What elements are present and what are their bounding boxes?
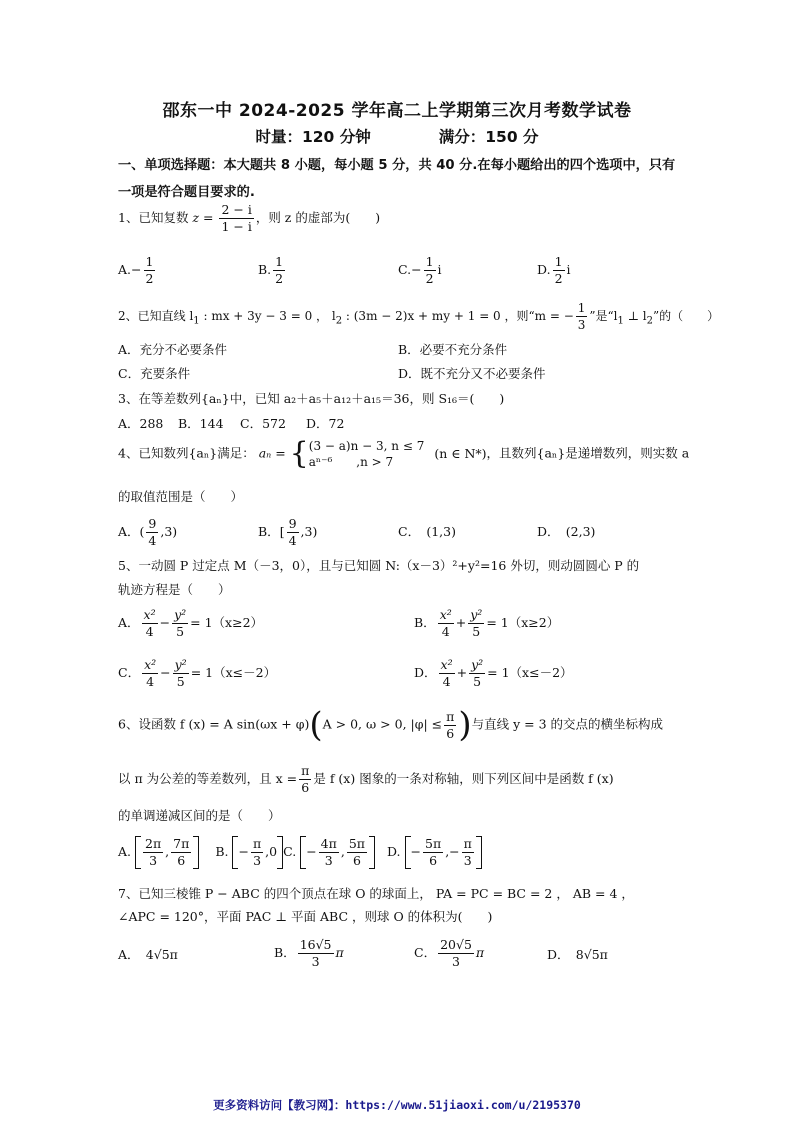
q6-c-n1: 4π (320, 836, 337, 851)
q5-option-d (414, 657, 573, 690)
q7-c-label: C． (414, 945, 437, 960)
q6-c-d2: 6 (352, 853, 361, 868)
question-5-line2: 轨迹方程是（ ） (118, 582, 231, 597)
q6-d-frac2 (462, 836, 474, 869)
q2-text-a: 2、已知直线 l (118, 309, 194, 323)
q1-option-c (398, 254, 442, 287)
q4-text-b: ，且数列{aₙ}是递增数列，则实数 a (486, 445, 690, 461)
q6-cond-den: 6 (446, 725, 455, 741)
q5-d-frac2 (469, 657, 485, 690)
q6-a-comma: , (165, 844, 170, 859)
q2-sub-2: 2 (335, 315, 343, 327)
q1-d-num: 1 (554, 254, 563, 269)
q1-a-num: 1 (145, 254, 154, 269)
q5-b-tail: = 1（x≥2） (486, 615, 560, 630)
q6-a-d2: 6 (177, 853, 186, 868)
q5-d-op: + (456, 665, 468, 680)
q1-d-frac (553, 254, 565, 287)
q5-d-tail: = 1（x≤－2） (487, 665, 573, 680)
q6-b-d1: 3 (253, 853, 262, 868)
q7-c-num: 20√5 (440, 937, 472, 952)
q6-options (118, 836, 482, 869)
q1-eq: = (199, 210, 218, 225)
q6-b-frac1 (251, 836, 263, 869)
q5-c-label: C． (118, 665, 141, 680)
question-4-line2: 的取值范围是（ ） (118, 489, 244, 504)
q1-c-num: 1 (425, 254, 434, 269)
q1-num: 2 − i (221, 202, 252, 217)
q1-a-den: 2 (145, 271, 154, 286)
q7-c-frac (438, 937, 474, 970)
q6-a-d1: 3 (149, 853, 158, 868)
q6-text-a: 6、设函数 f (x) = A sin(ωx + φ) (118, 716, 310, 732)
q1-d-label: D. (537, 262, 551, 277)
q6-a-interval (135, 836, 199, 869)
q4-brace: { (289, 436, 309, 471)
q5-b-d4: 4 (441, 624, 450, 639)
q1-d-den: 2 (554, 271, 563, 286)
q2-option-d: D．既不充分又不必要条件 (398, 366, 546, 381)
q7-option-a: A． 4√5π (118, 947, 178, 962)
q3-option-b: B．144 (178, 416, 224, 431)
q7-option-b (274, 937, 344, 970)
q1-fraction (219, 202, 253, 235)
q7-b-den: 3 (311, 954, 320, 969)
q4-b-open: [ (279, 524, 285, 539)
question-4 (118, 438, 689, 470)
q1-b-label: B. (258, 262, 272, 277)
q4-cases (309, 438, 425, 470)
q1-option-a (118, 254, 157, 287)
q5-b-d5: 5 (472, 624, 481, 639)
q5-b-x2: x² (439, 607, 452, 622)
q6-b-tail: ,0 (265, 844, 278, 859)
q7-b-label: B． (274, 945, 296, 960)
q4-option-b (258, 516, 317, 549)
q1-b-den: 2 (275, 271, 284, 286)
q6-c-minus: − (306, 844, 317, 859)
q2-text-c: : (3m − 2)x + my + 1 = 0 ，则“m = − (342, 309, 574, 323)
q3-option-c: C．572 (240, 416, 286, 431)
q6-d-d1: 6 (429, 853, 438, 868)
question-6-line2 (118, 763, 614, 796)
section-heading: 一、单项选择题：本大题共 8 小题，每小题 5 分，共 40 分.在每小题给出的四个选项中，只有一项是符合题目要求的. (118, 158, 676, 200)
q6-a-n2: 7π (173, 836, 190, 851)
q4-an: aₙ = (258, 445, 286, 461)
q7-option-d: D． 8√5π (547, 947, 608, 962)
q6-d-interval (405, 836, 482, 869)
question-2 (118, 300, 719, 333)
q5-a-d4: 4 (145, 624, 154, 639)
q7-option-c (414, 937, 484, 970)
q4-b-frac (287, 516, 299, 549)
q1-a-sign: − (131, 262, 142, 277)
q6-c-interval (300, 836, 375, 869)
q4-b-close: ,3) (300, 524, 318, 539)
q5-b-y2: y² (470, 607, 483, 622)
q5-d-x2: x² (440, 657, 453, 672)
q1-prefix: 1、已知复数 (118, 210, 189, 225)
q2-frac-den: 3 (577, 318, 586, 332)
q7-c-den: 3 (452, 954, 460, 969)
question-7: 7、已知三棱锥 P − ABC 的四个顶点在球 O 的球面上， PA = PC = BC = 2 ， AB = 4 ， (118, 886, 634, 901)
q2-text-d: ”是“l (589, 309, 618, 323)
q5-a-y2: y² (174, 607, 187, 622)
q6-a-n1: 2π (145, 836, 162, 851)
q6-d-minus: − (410, 844, 422, 859)
q6-x-num: π (301, 763, 310, 778)
q5-a-x2: x² (143, 607, 156, 622)
q4-b-den: 4 (288, 533, 297, 548)
question-6 (118, 705, 664, 745)
q4-option-c: C． (1,3) (398, 524, 456, 539)
q6-cond-frac (444, 709, 456, 742)
q5-c-x2: x² (144, 657, 157, 672)
q6-c-frac2 (347, 836, 367, 869)
q5-a-tail: = 1（x≥2） (190, 615, 264, 630)
q5-d-y2: y² (471, 657, 484, 672)
q5-c-d5: 5 (176, 674, 185, 689)
question-3: 3、在等差数列{aₙ}中，已知 a₂＋a₅＋a₁₂＋a₁₅＝36，则 S₁₆＝( ) (118, 391, 505, 406)
q5-c-d4: 4 (146, 674, 155, 689)
q6-a-label: A. (118, 844, 132, 859)
q1-var: z (192, 210, 200, 225)
q7-b-num: 16√5 (299, 937, 332, 952)
q6-c-d1: 3 (324, 853, 333, 868)
q5-c-op: − (160, 665, 171, 680)
q4-a-label: A． (118, 524, 140, 539)
q4-domain: (n ∈ N*) (434, 445, 487, 461)
q2-fraction (576, 300, 588, 333)
q6-x-frac (299, 763, 311, 796)
q6-a-frac1 (143, 836, 163, 869)
q5-b-label: B． (414, 615, 436, 630)
q6-c-comma: , (340, 844, 345, 859)
q2-sub-3: 1 (617, 315, 624, 327)
time-label: 时量：120 分钟 (255, 128, 371, 146)
q6-b-interval (232, 836, 283, 869)
q5-option-c (118, 657, 276, 690)
q1-suffix: ，则 z 的虚部为( ) (255, 210, 381, 225)
q5-a-d5: 5 (176, 624, 185, 639)
q7-b-pi: π (335, 945, 344, 960)
q6-b-minus: − (238, 844, 249, 859)
q5-b-op: + (455, 615, 467, 630)
q1-c-den: 2 (425, 271, 434, 286)
q6-cond: A > 0, ω > 0, |φ| ≤ (322, 716, 443, 732)
q6-c-n2: 5π (348, 836, 365, 851)
q2-text-b: : mx + 3y − 3 = 0 ， l (199, 309, 336, 323)
q5-a-label: A． (118, 615, 140, 630)
q6-x-den: 6 (301, 780, 310, 795)
q2-frac-num: 1 (577, 301, 586, 315)
q6-cond-num: π (446, 708, 455, 724)
question-1 (118, 202, 380, 235)
footer-link[interactable]: 更多资料访问【教习网】：https://www.51jiaoxi.com/u/2195370 (213, 1098, 581, 1112)
q1-option-d (537, 254, 571, 287)
q6-paren-open: ( (309, 705, 323, 745)
q6-d-minus2: − (449, 844, 460, 859)
q5-b-frac2 (468, 607, 484, 640)
q4-b-label: B． (258, 524, 280, 539)
q1-c-label: C. (398, 262, 412, 277)
q2-option-a: A．充分不必要条件 (118, 342, 228, 357)
q5-option-a (118, 607, 263, 640)
q6-d-n2: π (463, 836, 472, 851)
q5-a-frac1 (142, 607, 158, 640)
q7-b-frac (298, 937, 334, 970)
q6-d-n1: 5π (425, 836, 442, 851)
q2-sub-1: 1 (193, 315, 200, 327)
q4-b-num: 9 (288, 516, 297, 531)
q5-c-y2: y² (174, 657, 187, 672)
score-label: 满分：150 分 (438, 128, 539, 146)
q1-option-b (258, 254, 287, 287)
q5-c-tail: = 1（x≤－2） (190, 665, 277, 680)
q5-d-label: D． (414, 665, 437, 680)
exam-title: 邵东一中 2024-2025 学年高二上学期第三次月考数学试卷 (162, 101, 632, 121)
q6-text-d: 是 f (x) 图象的一条对称轴，则下列区间中是函数 f (x) (313, 771, 614, 786)
q6-d-label: D. (386, 844, 401, 859)
q4-option-a (118, 516, 177, 549)
question-7-line2: ∠APC = 120°，平面 PAC ⊥ 平面 ABC ，则球 O 的体积为( ) (118, 909, 493, 924)
q1-d-tail: i (566, 262, 571, 277)
q2-text-e: ⊥ l (623, 309, 647, 323)
q4-text-a: 4、已知数列{aₙ}满足： (118, 445, 255, 461)
q2-text-f: ”的（ ） (653, 309, 720, 323)
q2-option-b: B．必要不充分条件 (398, 342, 508, 357)
q6-b-label: B. (215, 844, 229, 859)
q4-a-num: 9 (148, 516, 157, 531)
q3-option-a: A．288 (118, 416, 164, 431)
q4-a-den: 4 (148, 533, 157, 548)
q7-c-pi: π (475, 945, 485, 960)
q1-c-frac (424, 254, 436, 287)
q1-den: 1 − i (221, 219, 252, 234)
q5-a-op: − (159, 615, 171, 630)
q6-c-frac1 (319, 836, 339, 869)
q5-b-frac1 (438, 607, 454, 640)
q5-a-frac2 (172, 607, 188, 640)
q1-b-num: 1 (275, 254, 284, 269)
q6-d-comma: , (445, 844, 450, 859)
q6-a-frac2 (171, 836, 191, 869)
q1-a-frac (144, 254, 156, 287)
q4-a-open: ( (139, 524, 145, 539)
q6-paren-close: ) (458, 705, 472, 745)
q4-option-d: D． (2,3) (537, 524, 596, 539)
q6-b-n1: π (252, 836, 262, 851)
exam-subtitle (0, 125, 794, 147)
q6-d-frac1 (423, 836, 443, 869)
q1-c-tail: i (437, 262, 442, 277)
q4-a-close: ,3) (160, 524, 178, 539)
q5-d-frac1 (439, 657, 455, 690)
q5-d-d5: 5 (473, 674, 482, 689)
q5-c-frac2 (173, 657, 189, 690)
question-5: 5、一动圆 P 过定点 M（－3，0），且与已知圆 N:（x－3）²+y²=16 外切，则动圆圆心 P 的 (118, 558, 640, 573)
q1-a-label: A. (118, 262, 132, 277)
q3-option-d: D．72 (306, 416, 345, 431)
q4-case-1: (3 − a)n − 3, n ≤ 7 (308, 439, 425, 453)
q4-case-2: aⁿ⁻⁶ ,n > 7 (308, 455, 394, 469)
q5-option-b (414, 607, 559, 640)
q1-b-frac (273, 254, 285, 287)
q5-c-frac1 (142, 657, 158, 690)
q4-a-frac (146, 516, 158, 549)
q6-text-c: 以 π 为公差的等差数列，且 x = (118, 771, 298, 786)
q2-option-c: C．充要条件 (118, 366, 191, 381)
q2-sub-4: 2 (646, 315, 654, 327)
question-6-line3: 的单调递减区间的是（ ） (118, 808, 281, 823)
q5-d-d4: 4 (442, 674, 451, 689)
q6-c-label: C. (283, 844, 297, 859)
q6-text-b: 与直线 y = 3 的交点的横坐标构成 (471, 716, 664, 732)
q6-d-d2: 3 (463, 853, 472, 868)
q1-c-sign: − (411, 262, 422, 277)
